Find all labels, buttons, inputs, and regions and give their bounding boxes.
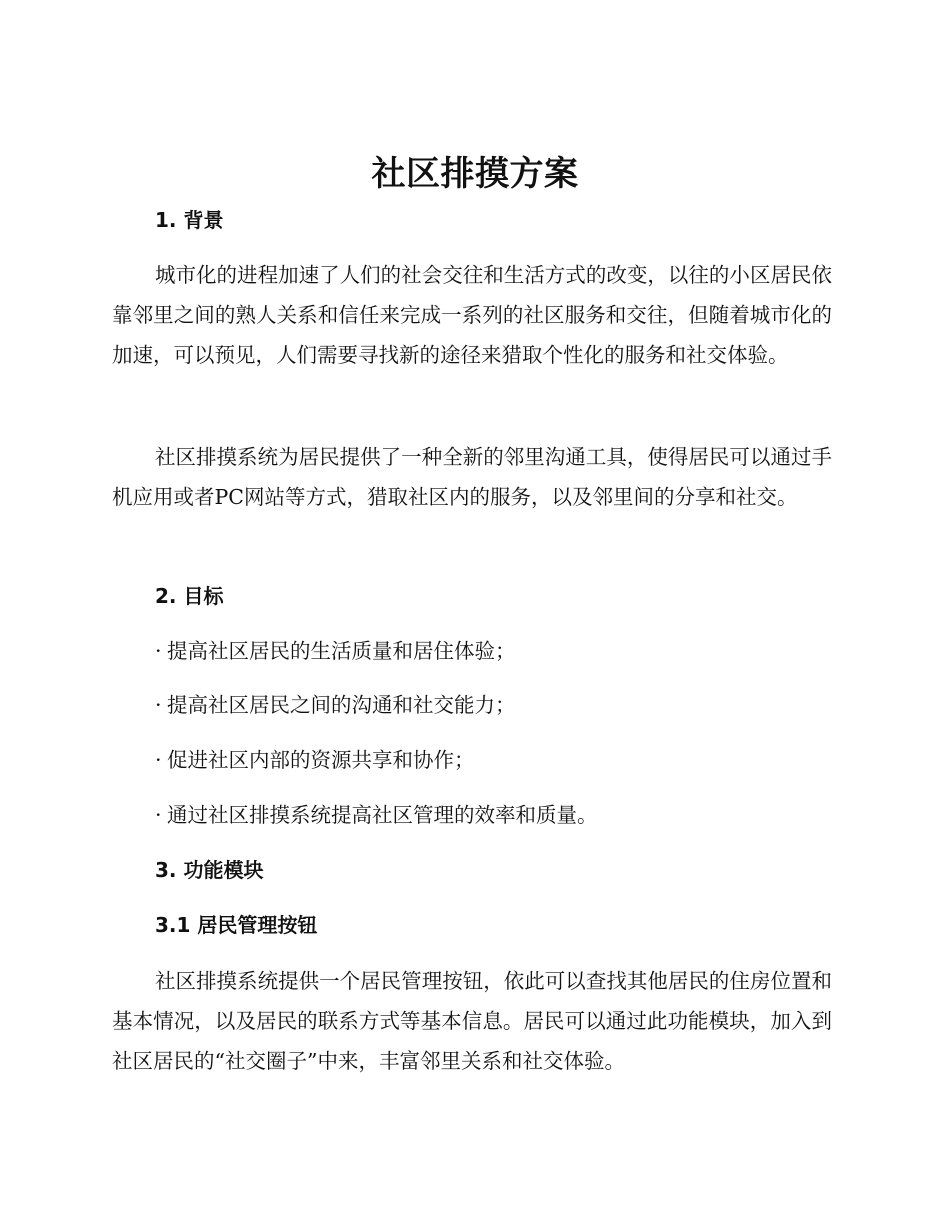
subsection-heading-resident-management: 3.1 居民管理按钮 bbox=[155, 913, 318, 937]
resident-management-paragraph: 社区排摸系统提供一个居民管理按钮，依此可以查找其他居民的住房位置和基本情况，以及居民的联系方式等基本信息。居民可以通过此功能模块，加入到社区居民的“社交圈子”中来，丰富邻里关系和社交体验。 bbox=[112, 969, 832, 1073]
bullet-symbol: · bbox=[155, 748, 162, 772]
background-paragraph-1: 城市化的进程加速了人们的社会交往和生活方式的改变，以往的小区居民依靠邻里之间的熟人关系和信任来完成一系列的社区服务和交往，但随着城市化的加速，可以预见，人们需要寻找新的途径来猎取个性化的服务和社交体验。 bbox=[112, 263, 832, 367]
goal-item-text: 提高社区居民的生活质量和居住体验； bbox=[167, 639, 516, 663]
goal-item-text: 通过社区排摸系统提高社区管理的效率和质量。 bbox=[167, 803, 598, 827]
bullet-symbol: · bbox=[155, 639, 162, 663]
section-heading-background: 1. 背景 bbox=[155, 208, 224, 232]
document-title: 社区排摸方案 bbox=[371, 154, 579, 194]
goal-list-item bbox=[155, 800, 598, 830]
goal-list-item bbox=[155, 636, 516, 666]
goal-list-item bbox=[155, 690, 516, 720]
goal-item-text: 促进社区内部的资源共享和协作； bbox=[167, 748, 475, 772]
section-heading-modules: 3. 功能模块 bbox=[155, 858, 264, 882]
bullet-symbol: · bbox=[155, 803, 162, 827]
bullet-symbol: · bbox=[155, 693, 162, 717]
section-heading-goals: 2. 目标 bbox=[155, 584, 224, 608]
background-paragraph-2: 社区排摸系统为居民提供了一种全新的邻里沟通工具，使得居民可以通过手机应用或者PC网站等方式，猎取社区内的服务，以及邻里间的分享和社交。 bbox=[112, 445, 832, 509]
goal-item-text: 提高社区居民之间的沟通和社交能力； bbox=[167, 693, 516, 717]
goal-list-item bbox=[155, 745, 475, 775]
